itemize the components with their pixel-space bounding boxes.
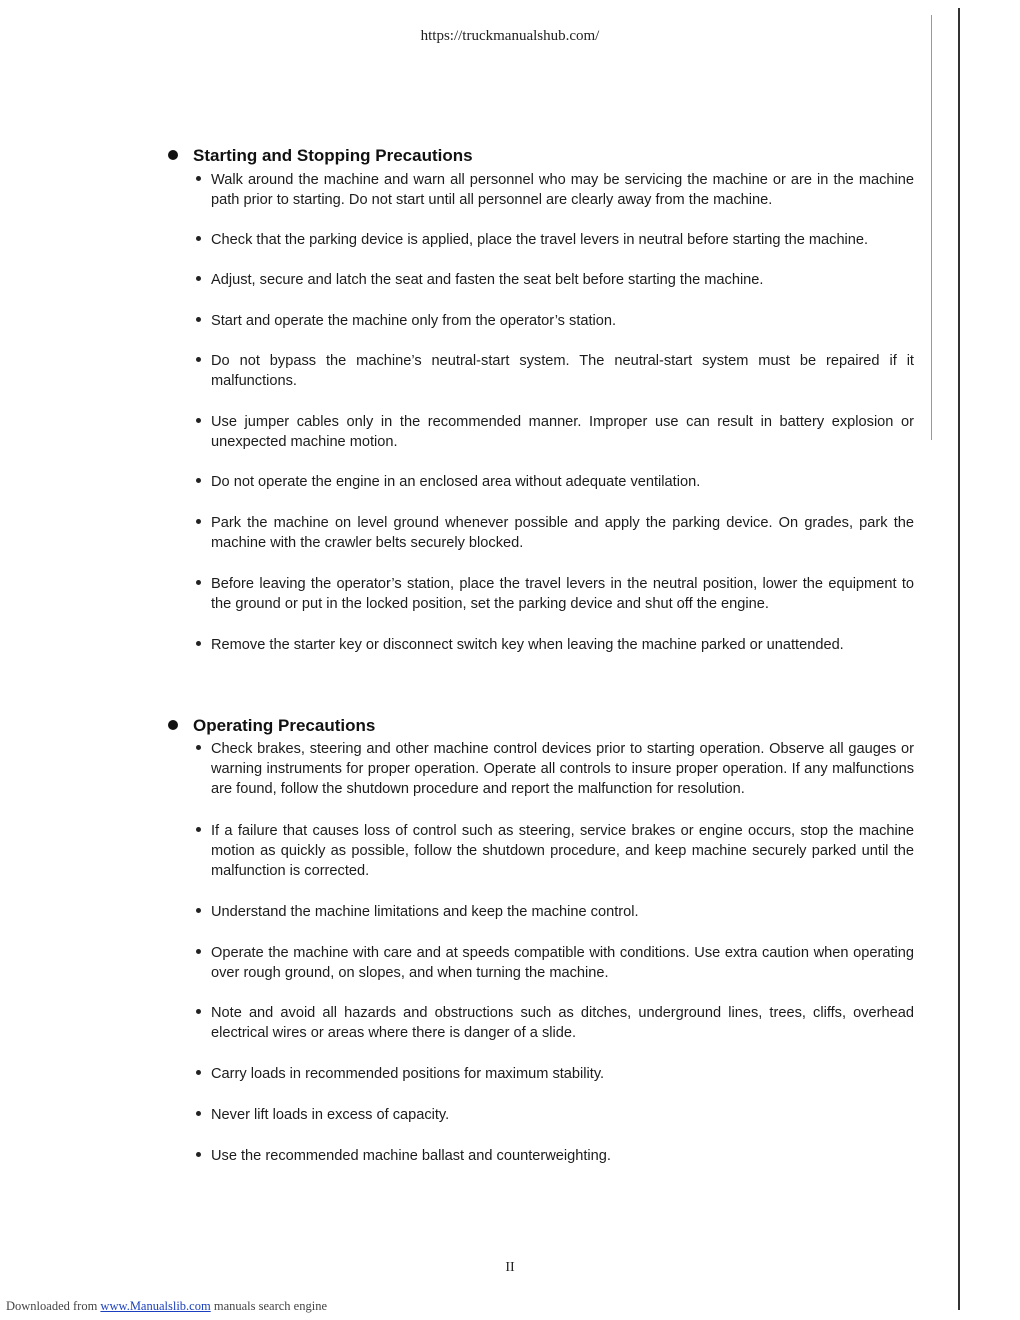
list-item — [190, 1064, 914, 1084]
list-item-text: Check brakes, steering and other machine control devices prior to starting operation. Observe all gauges or warning instruments for proper operation. Operate all controls to insure proper operation. If any malfunctions are found, follow the shutdown procedure and report the malfunction for resolution. — [211, 741, 914, 797]
bullet-icon — [196, 641, 201, 646]
list-item — [190, 311, 914, 331]
section-title: Starting and Stopping Precautions — [193, 146, 473, 165]
bullet-icon — [196, 908, 201, 913]
section-heading — [168, 146, 914, 168]
list-item-text: Remove the starter key or disconnect switch key when leaving the machine parked or unattended. — [211, 637, 844, 653]
bullet-icon — [196, 1070, 201, 1075]
list-item-text: Walk around the machine and warn all personnel who may be servicing the machine or are in the machine path prior to starting. Do not start until all personnel are clearly away from the machine. — [211, 172, 914, 208]
scan-edge-line — [958, 8, 960, 1310]
scan-edge-line-faint — [931, 15, 932, 440]
bullet-icon — [196, 827, 201, 832]
bullet-icon — [196, 176, 201, 181]
bullet-icon — [196, 949, 201, 954]
list-item-text: Understand the machine limitations and keep the machine control. — [211, 904, 639, 920]
bullet-icon — [196, 1009, 201, 1014]
section-starting-stopping — [168, 146, 914, 653]
bullet-icon — [196, 1152, 201, 1157]
list-item-text: Before leaving the operator’s station, place the travel levers in the neutral position, lower the equipment to the ground or put in the locked position, set the parking device and shut off the engine. — [211, 576, 914, 612]
list-item-text: Adjust, secure and latch the seat and fasten the seat belt before starting the machine. — [211, 272, 764, 288]
list-item — [190, 412, 914, 452]
bullet-icon — [196, 276, 201, 281]
list-item — [190, 821, 914, 881]
footer-link[interactable]: www.Manualslib.com — [100, 1299, 211, 1313]
section-bullet-icon — [168, 720, 178, 730]
page-number: II — [505, 1260, 515, 1275]
bullet-icon — [196, 519, 201, 524]
list-item-text: Never lift loads in excess of capacity. — [211, 1107, 450, 1123]
section-title: Operating Precautions — [193, 716, 376, 735]
list-item-text: Park the machine on level ground whenever possible and apply the parking device. On grades, park the machine with the crawler belts securely blocked. — [211, 515, 914, 551]
list-item-text: Note and avoid all hazards and obstructions such as ditches, underground lines, trees, cliffs, overhead electrical wires or areas where there is danger of a slide. — [211, 1005, 914, 1041]
section-heading — [168, 716, 914, 738]
list-item-text: Check that the parking device is applied, place the travel levers in neutral before starting the machine. — [211, 232, 869, 248]
list-item — [190, 170, 914, 210]
bullet-icon — [196, 236, 201, 241]
bullet-icon — [196, 317, 201, 322]
list-item — [190, 230, 914, 250]
list-item-text: Operate the machine with care and at speeds compatible with conditions. Use extra caution when operating over rough ground, on slopes, and when turning the machine. — [211, 945, 914, 981]
list-item-text: Do not bypass the machine’s neutral-start system. The neutral-start system must be repaired if it malfunctions. — [211, 353, 914, 389]
list-item — [190, 902, 914, 922]
bullet-icon — [196, 478, 201, 483]
list-item-text: Use jumper cables only in the recommended manner. Improper use can result in battery explosion or unexpected machine motion. — [211, 414, 914, 450]
list-item — [190, 635, 914, 655]
bullet-icon — [196, 1111, 201, 1116]
header-url: https://truckmanualshub.com/ — [420, 28, 600, 44]
list-item — [190, 574, 914, 614]
section-bullet-icon — [168, 150, 178, 160]
bullet-icon — [196, 418, 201, 423]
list-item — [190, 513, 914, 553]
bullet-icon — [196, 580, 201, 585]
list-item — [190, 472, 914, 492]
footer-prefix: Downloaded from — [6, 1299, 101, 1313]
list-item — [190, 1003, 914, 1043]
footer — [6, 1299, 327, 1314]
list-item — [190, 351, 914, 391]
list-item-text: Use the recommended machine ballast and counterweighting. — [211, 1148, 611, 1164]
bullet-icon — [196, 745, 201, 750]
list-item — [190, 943, 914, 983]
section-operating — [168, 716, 914, 1164]
list-item-text: Do not operate the engine in an enclosed area without adequate ventilation. — [211, 474, 701, 490]
list-item-text: If a failure that causes loss of control such as steering, service brakes or engine occurs, stop the machine motion as quickly as possible, follow the shutdown procedure, and keep machine securely parked until the malfunction is corrected. — [211, 823, 914, 879]
list-item — [190, 270, 914, 290]
footer-suffix: manuals search engine — [210, 1299, 327, 1313]
list-item — [190, 1105, 914, 1125]
list-item-text: Start and operate the machine only from the operator’s station. — [211, 313, 617, 329]
list-item — [190, 739, 914, 799]
bullet-icon — [196, 357, 201, 362]
list-item-text: Carry loads in recommended positions for maximum stability. — [211, 1066, 605, 1082]
list-item — [190, 1146, 914, 1166]
